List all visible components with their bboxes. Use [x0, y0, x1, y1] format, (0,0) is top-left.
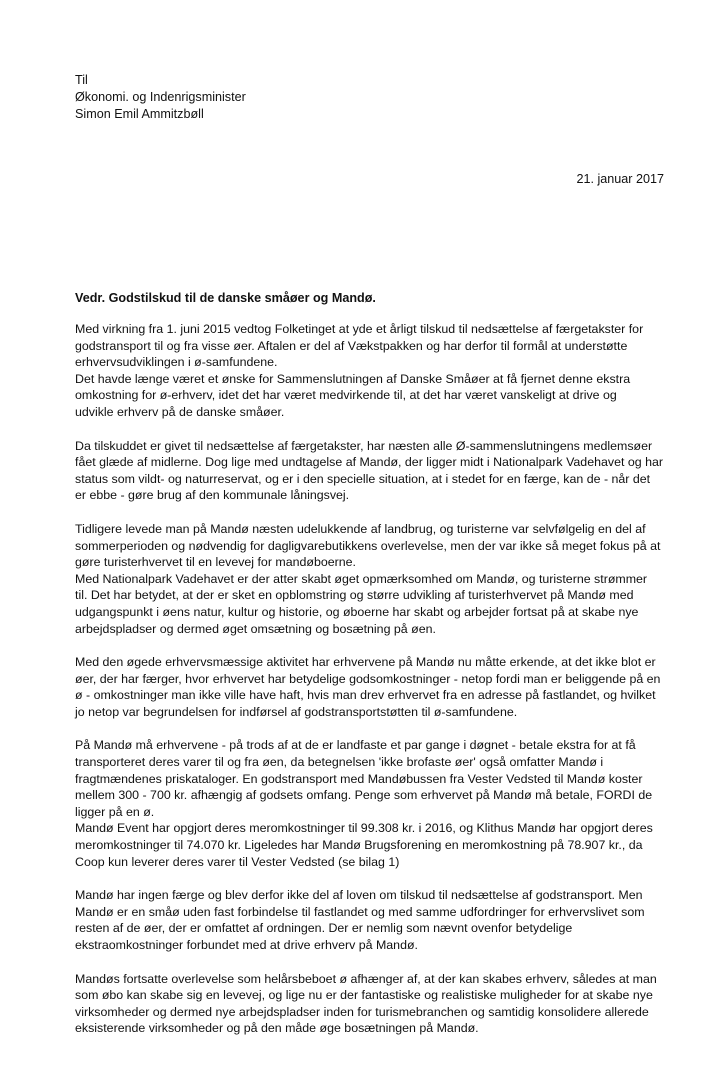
paragraph-line: omkostning for ø-erhverv, idet det har været medvirkende til, at det har været vanskeligt at drive og — [75, 388, 617, 403]
paragraph-line: mellem 300 - 700 kr. afhængig af godsets omfang. Penge som erhvervet på Mandø må betale, FORDI de — [75, 788, 653, 803]
paragraph-line: fragtmændenes priskataloger. En godstransport med Mandøbussen fra Vester Vedsted til Mandø koster — [75, 771, 643, 786]
paragraph-line: udvikle erhverv på de danske småøer. — [75, 404, 285, 419]
recipient-name: Simon Emil Ammitzbøll — [75, 107, 204, 121]
paragraph-line: Med virkning fra 1. juni 2015 vedtog Folketinget at yde et årligt tilskud til nedsættelse af færgetakster for — [75, 322, 644, 336]
body-paragraph — [75, 521, 670, 637]
paragraph-line: Da tilskuddet er givet til nedsættelse af færgetakster, har næsten alle Ø-sammenslutningens medlemsøer — [75, 438, 653, 453]
paragraph-line: godstransport til og fra visse øer. Aftalen er del af Vækstpakken og har derfor til formål at understøtte — [75, 338, 628, 353]
recipient-title: Økonomi. og Indenrigsminister — [75, 90, 246, 104]
letter-date: 21. januar 2017 — [576, 172, 664, 186]
paragraph-line: som øbo kan skabe sig en levevej, og lige nu er der fantastiske og realistiske muligheder for at skabe nye — [75, 988, 653, 1003]
body-paragraph — [75, 654, 670, 720]
paragraph-line: jo netop var begrundelsen for indførsel af godstransportstøtten til ø-samfundene. — [75, 704, 518, 719]
paragraph-line: Mandø har ingen færge og blev derfor ikke del af loven om tilskud til nedsættelse af godstransport. Men — [75, 888, 643, 903]
paragraph-line: transporteret deres varer til og fra øen, da betegnelsen 'ikke brofaste øer' også omfatter Mandø i — [75, 755, 604, 770]
paragraph-line: ligger på en ø. — [75, 804, 155, 819]
paragraph-line: eksisterende virksomheder og på den måde øge bosætningen på Mandø. — [75, 1021, 479, 1036]
paragraph-line: ekstraomkostninger forbundet med at drive erhverv på Mandø. — [75, 938, 418, 952]
paragraph-line: gøre turisterhvervet til en levevej for mandøboerne. — [75, 555, 356, 570]
paragraph-line: til. Det har betydet, at der er sket en opblomstring og større udvikling af turisterhvervet på Mandø med — [75, 588, 634, 603]
paragraph-line: Mandø er en småø uden fast forbindelse til fastlandet og med samme udfordringer for erhvervslivet som — [75, 904, 645, 919]
letter-subject: Vedr. Godstilskud til de danske småøer og Mandø. — [75, 291, 376, 305]
paragraph-line: sommerperioden og nødvendig for dagligvarebutikkens overlevelse, men der var ikke så meget fokus på at — [75, 538, 661, 553]
paragraph-line: meromkostninger til 74.070 kr. Ligeledes har Mandø Brugsforening en meromkostning på 78.907 kr., da — [75, 838, 643, 853]
paragraph-line: erhvervsudviklingen i ø-samfundene. — [75, 355, 278, 370]
paragraph-line: Tidligere levede man på Mandø næsten udelukkende af landbrug, og turisterne var selvfølgelig en del af — [75, 521, 646, 536]
paragraph-line: virksomheder og dermed nye arbejdspladser inden for turismebranchen og samtidig konsolidere allerede — [75, 1004, 649, 1019]
paragraph-line: Coop kun leverer deres varer til Vester Vedsted (se bilag 1) — [75, 854, 400, 869]
paragraph-line: Med Nationalpark Vadehavet er der atter skabt øget opmærksomhed om Mandø, og turisterne strømmer — [75, 571, 648, 586]
letter-body — [75, 321, 670, 1054]
paragraph-line: resten af de øer, der er omfattet af ordningen. Der er nemlig som nævnt ovenfor betydelige — [75, 921, 573, 936]
body-paragraph — [75, 887, 670, 953]
paragraph-line: På Mandø må erhvervene - på trods af at de er landfaste et par gange i døgnet - betale ekstra for at få — [75, 738, 636, 753]
recipient-salutation: Til — [75, 73, 88, 87]
body-paragraph — [75, 438, 670, 504]
body-paragraph — [75, 971, 670, 1037]
paragraph-line: øer, der har færger, hvor erhvervet har betydelige godsomkostninger - netop fordi man er beliggende på en — [75, 671, 661, 686]
body-paragraph — [75, 737, 670, 870]
paragraph-line: fået glæde af midlerne. Dog lige med undtagelse af Mandø, der ligger midt i Nationalpark Vadehavet og har — [75, 455, 663, 470]
recipient-block — [75, 72, 246, 123]
paragraph-line: udgangspunkt i øens natur, kultur og historie, og øboerne har skabt og arbejder fortsat på at skabe nye — [75, 604, 639, 619]
paragraph-line: er ebbe - gøre brug af den kommunale låningsvej. — [75, 488, 350, 503]
body-paragraph — [75, 321, 670, 421]
paragraph-line: Mandøs fortsatte overlevelse som helårsbeboet ø afhænger af, at der kan skabes erhverv, således at man — [75, 971, 657, 986]
paragraph-line: status som vildt- og naturreservat, og er i den specielle situation, at i stedet for en færge, kan de - når det — [75, 471, 651, 486]
paragraph-line: Mandø Event har opgjort deres meromkostninger til 99.308 kr. i 2016, og Klithus Mandø har opgjort deres — [75, 821, 653, 836]
paragraph-line: ø - omkostninger man ikke ville have haft, hvis man drev erhvervet fra en adresse på fastlandet, og hvilket — [75, 688, 656, 703]
paragraph-line: Med den øgede erhvervsmæssige aktivitet har erhvervene på Mandø nu måtte erkende, at det ikke blot er — [75, 655, 656, 670]
paragraph-line: arbejdspladser og dermed øget omsætning og bosætning på øen. — [75, 621, 436, 636]
paragraph-line: Det havde længe været et ønske for Sammenslutningen af Danske Småøer at få fjernet denne ekstra — [75, 371, 631, 386]
